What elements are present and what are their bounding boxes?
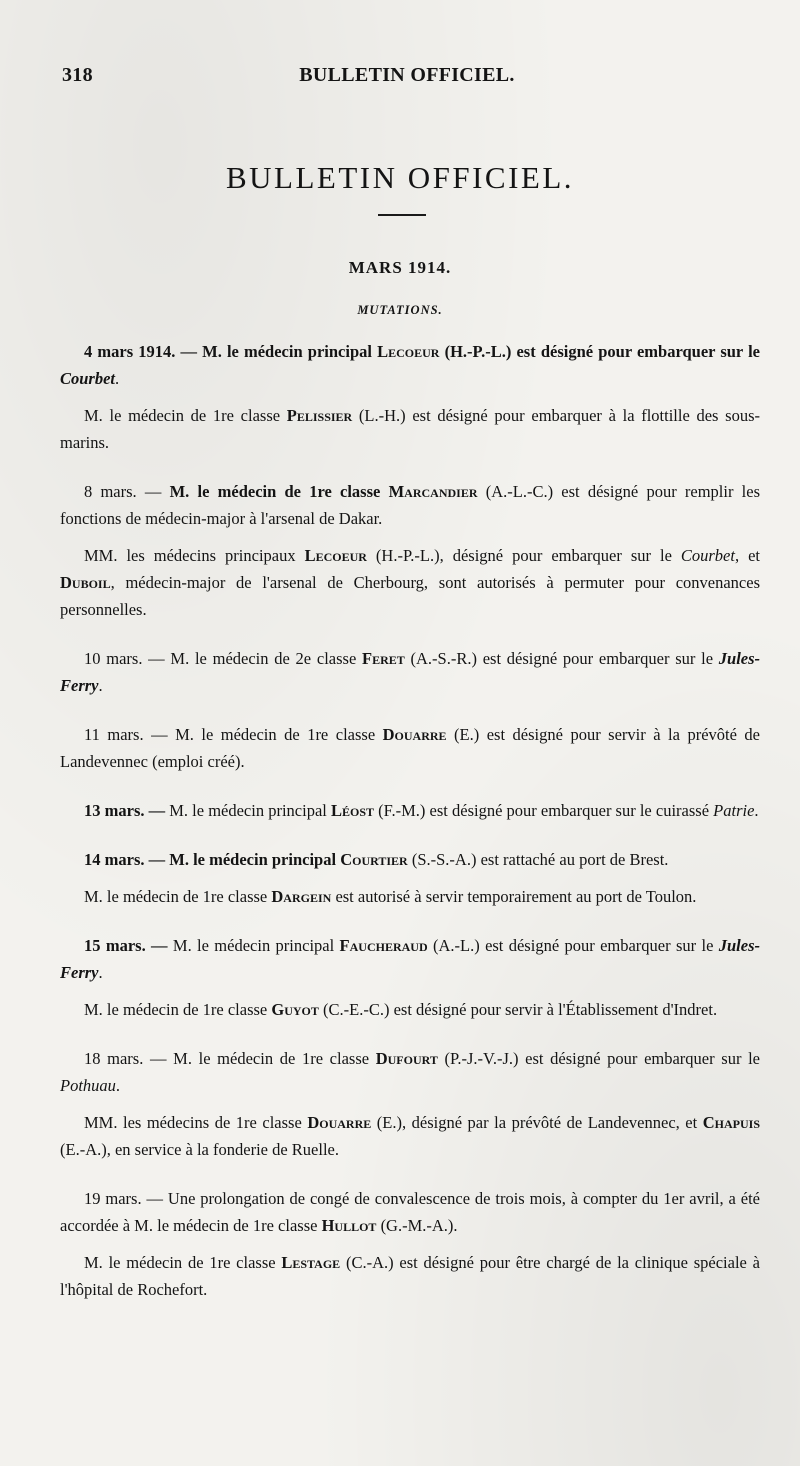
entry-date: 11 mars. — [84,725,168,744]
mutation-entry [60,1249,760,1303]
person-name: Courtier [340,850,408,869]
entry-date: 13 mars. — [84,801,166,820]
ship-name: Courbet [680,546,735,565]
ship-name: Jules-Ferry [60,649,761,695]
person-name: Faucheraud [339,936,428,955]
person-name: Dargein [271,887,332,906]
entry-text: (H.-P.-L.), désigné pour embarquer sur le [366,546,681,565]
entry-text: MM. les médecins de 1re classe [84,1113,308,1132]
entry-date: 15 mars. — [84,936,168,955]
page-title: BULLETIN OFFICIEL. [225,160,575,195]
person-name: Pelissier [286,406,353,425]
person-name: Léost [331,801,375,820]
subsection-title: MUTATIONS. [357,303,443,317]
entry-text: . [115,369,120,388]
entry-text: , et [734,546,760,565]
entry-text: M. le médecin de 1re classe [84,1000,272,1019]
title-divider [378,214,426,216]
entry-date: 14 mars. — [84,850,166,869]
entry-text: M. le médecin principal [197,342,378,361]
entry-text: (A.-L.) est désigné pour embarquer sur le [427,936,719,955]
person-name: Marcandier [388,482,478,501]
mutation-entry [60,932,760,986]
entry-text: Une prolongation de congé de convalescence de trois mois, à compter du 1er avril, a été accordée à M. le médecin de 1re classe [60,1189,760,1235]
person-name: Dufourt [375,1049,438,1068]
mutation-entry [60,721,760,775]
entry-text: . [98,963,103,982]
person-name: Guyot [271,1000,319,1019]
entry-text: (C.-E.-C.) est désigné pour servir à l'Établissement d'Indret. [318,1000,718,1019]
person-name: Lestage [281,1253,341,1272]
entry-text: MM. les médecins principaux [84,546,305,565]
entry-text: . [115,1076,121,1095]
entry-text: (S.-S.-A.) est rattaché au port de Brest. [407,850,669,869]
running-header [62,64,752,94]
entry-text: (E.), désigné par la prévôté de Landevennec, et [371,1113,703,1132]
entry-text: (E.) est désigné pour servir à la prévôté de Landevennec (emploi créé). [60,725,760,771]
mutation-entry [60,1185,760,1239]
running-title: BULLETIN OFFICIEL. [299,64,515,86]
ship-name: Pothuau [60,1076,116,1095]
entry-text: (P.-J.-V.-J.) est désigné pour embarquer sur le [437,1049,761,1068]
mutation-entry [60,542,760,623]
entry-text: est autorisé à servir temporairement au port de Toulon. [331,887,697,906]
mutation-entry [60,883,760,910]
ship-name: Courbet [60,369,116,388]
ship-name: Patrie [713,801,755,820]
entry-text: . [98,676,103,695]
entry-date: 19 mars. — [84,1189,163,1208]
mutation-entry [60,797,760,824]
entry-date: 10 mars. — [84,649,165,668]
mutation-entry [60,645,760,699]
person-name: Feret [362,649,405,668]
entry-text: M. le médecin de 1re classe [84,406,287,425]
entry-text: M. le médecin de 2e classe [164,649,363,668]
entry-date: 8 mars. — [84,482,162,501]
mutation-entry [60,846,760,873]
person-name: Chapuis [702,1113,760,1132]
mutation-entry [60,996,760,1023]
entry-text: (C.-A.) est désigné pour être chargé de la clinique spéciale à l'hôpital de Rochefort. [60,1253,760,1299]
person-name: Douarre [382,725,447,744]
section-title: MARS 1914. [348,258,452,277]
mutation-entry [60,1045,760,1099]
entry-text: (L.-H.) est désigné pour embarquer à la flottille des sous-marins. [60,406,760,452]
entry-text: (E.-A.), en service à la fonderie de Ruelle. [60,1140,339,1159]
mutation-list [60,338,760,1303]
entry-text: (A.-L.-C.) est désigné pour remplir les fonctions de médecin-major à l'arsenal de Dakar. [60,482,761,528]
entry-text: (A.-S.-R.) est désigné pour embarquer sur le [404,649,719,668]
entry-text: M. le médecin de 1re classe [84,887,272,906]
entry-date: 18 mars. — [84,1049,167,1068]
entry-text: M. le médecin principal [165,850,341,869]
mutation-entry [60,478,760,532]
mutation-entry [60,1109,760,1163]
entry-text: M. le médecin de 1re classe [167,725,383,744]
entry-text: . [754,801,759,820]
person-name: Lecoeur [304,546,367,565]
entry-text: M. le médecin principal [167,936,340,955]
person-name: Hullot [321,1216,377,1235]
person-name: Lecoeur [377,342,440,361]
entry-text: (H.-P.-L.) est désigné pour embarquer sur le [439,342,760,361]
entry-text: M. le médecin de 1re classe [84,1253,282,1272]
entry-text: M. le médecin principal [165,801,331,820]
entry-text: M. le médecin de 1re classe [166,1049,376,1068]
entry-text: , médecin-major de l'arsenal de Cherbourg, sont autorisés à permuter pour convenances personnelles. [60,573,760,619]
mutation-entry [60,338,760,392]
entry-text: (F.-M.) est désigné pour embarquer sur le cuirassé [374,801,714,820]
entry-text: M. le médecin de 1re classe [161,482,389,501]
person-name: Duboil [60,573,111,592]
mutation-entry [60,402,760,456]
page-number: 318 [62,64,93,86]
entry-date: 4 mars 1914. — [84,342,197,361]
ship-name: Jules-Ferry [60,936,760,982]
entry-text: (G.-M.-A.). [376,1216,458,1235]
person-name: Douarre [307,1113,372,1132]
